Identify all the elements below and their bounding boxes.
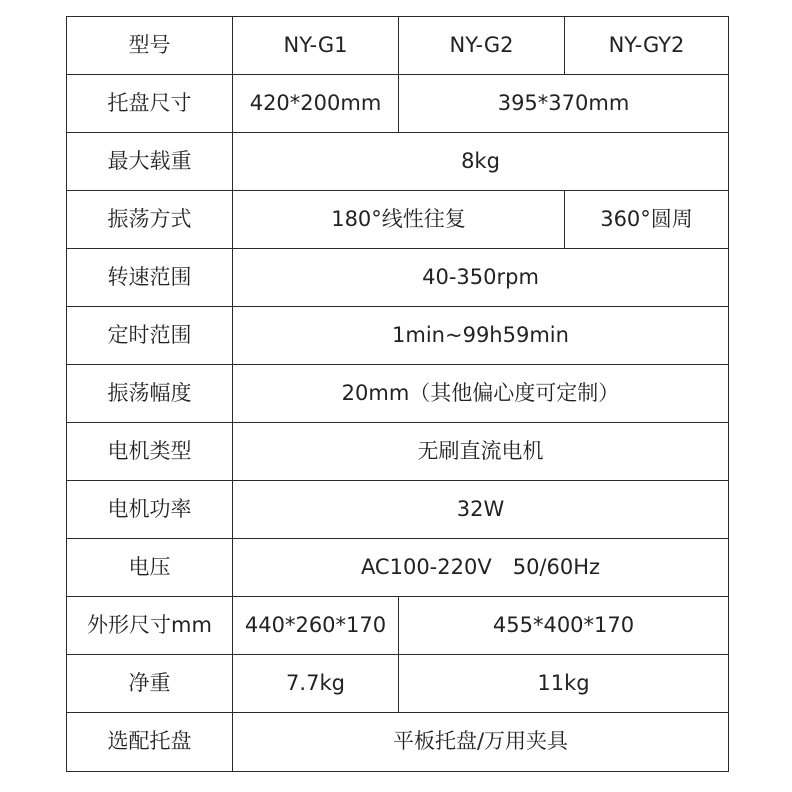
row-label: 外形尺寸mm	[67, 597, 233, 655]
table-row-motor-type	[67, 423, 729, 481]
table-row-optional-tray	[67, 713, 729, 772]
spec-table	[66, 16, 729, 772]
table-row-tray-size	[67, 75, 729, 133]
tray-size-g1-cell: 420*200mm	[233, 75, 399, 133]
model-gy2-cell: NY-GY2	[565, 17, 729, 75]
table-row-timer-range	[67, 307, 729, 365]
row-label: 转速范围	[67, 249, 233, 307]
row-label: 电机类型	[67, 423, 233, 481]
table-row-model	[67, 17, 729, 75]
row-label: 型号	[67, 17, 233, 75]
row-label: 净重	[67, 655, 233, 713]
voltage-cell: AC100-220V 50/60Hz	[233, 539, 729, 597]
oscillation-orbital-cell: 360°圆周	[565, 191, 729, 249]
row-label: 电压	[67, 539, 233, 597]
amplitude-cell: 20mm（其他偏心度可定制）	[233, 365, 729, 423]
table-row-max-load	[67, 133, 729, 191]
table-row-oscillation-mode	[67, 191, 729, 249]
tray-size-g2-gy2-cell: 395*370mm	[399, 75, 729, 133]
dimensions-g1-cell: 440*260*170	[233, 597, 399, 655]
timer-range-cell: 1min~99h59min	[233, 307, 729, 365]
motor-power-cell: 32W	[233, 481, 729, 539]
table-row-speed-range	[67, 249, 729, 307]
net-weight-g2-gy2-cell: 11kg	[399, 655, 729, 713]
net-weight-g1-cell: 7.7kg	[233, 655, 399, 713]
row-label: 定时范围	[67, 307, 233, 365]
row-label: 振荡方式	[67, 191, 233, 249]
table-row-dimensions	[67, 597, 729, 655]
row-label: 托盘尺寸	[67, 75, 233, 133]
optional-tray-cell: 平板托盘/万用夹具	[233, 713, 729, 772]
row-label: 选配托盘	[67, 713, 233, 772]
row-label: 电机功率	[67, 481, 233, 539]
max-load-cell: 8kg	[233, 133, 729, 191]
model-g1-cell: NY-G1	[233, 17, 399, 75]
table-row-motor-power	[67, 481, 729, 539]
dimensions-g2-gy2-cell: 455*400*170	[399, 597, 729, 655]
oscillation-linear-cell: 180°线性往复	[233, 191, 565, 249]
row-label: 振荡幅度	[67, 365, 233, 423]
table-row-net-weight	[67, 655, 729, 713]
model-g2-cell: NY-G2	[399, 17, 565, 75]
table-row-amplitude	[67, 365, 729, 423]
table-row-voltage	[67, 539, 729, 597]
speed-range-cell: 40-350rpm	[233, 249, 729, 307]
motor-type-cell: 无刷直流电机	[233, 423, 729, 481]
row-label: 最大载重	[67, 133, 233, 191]
